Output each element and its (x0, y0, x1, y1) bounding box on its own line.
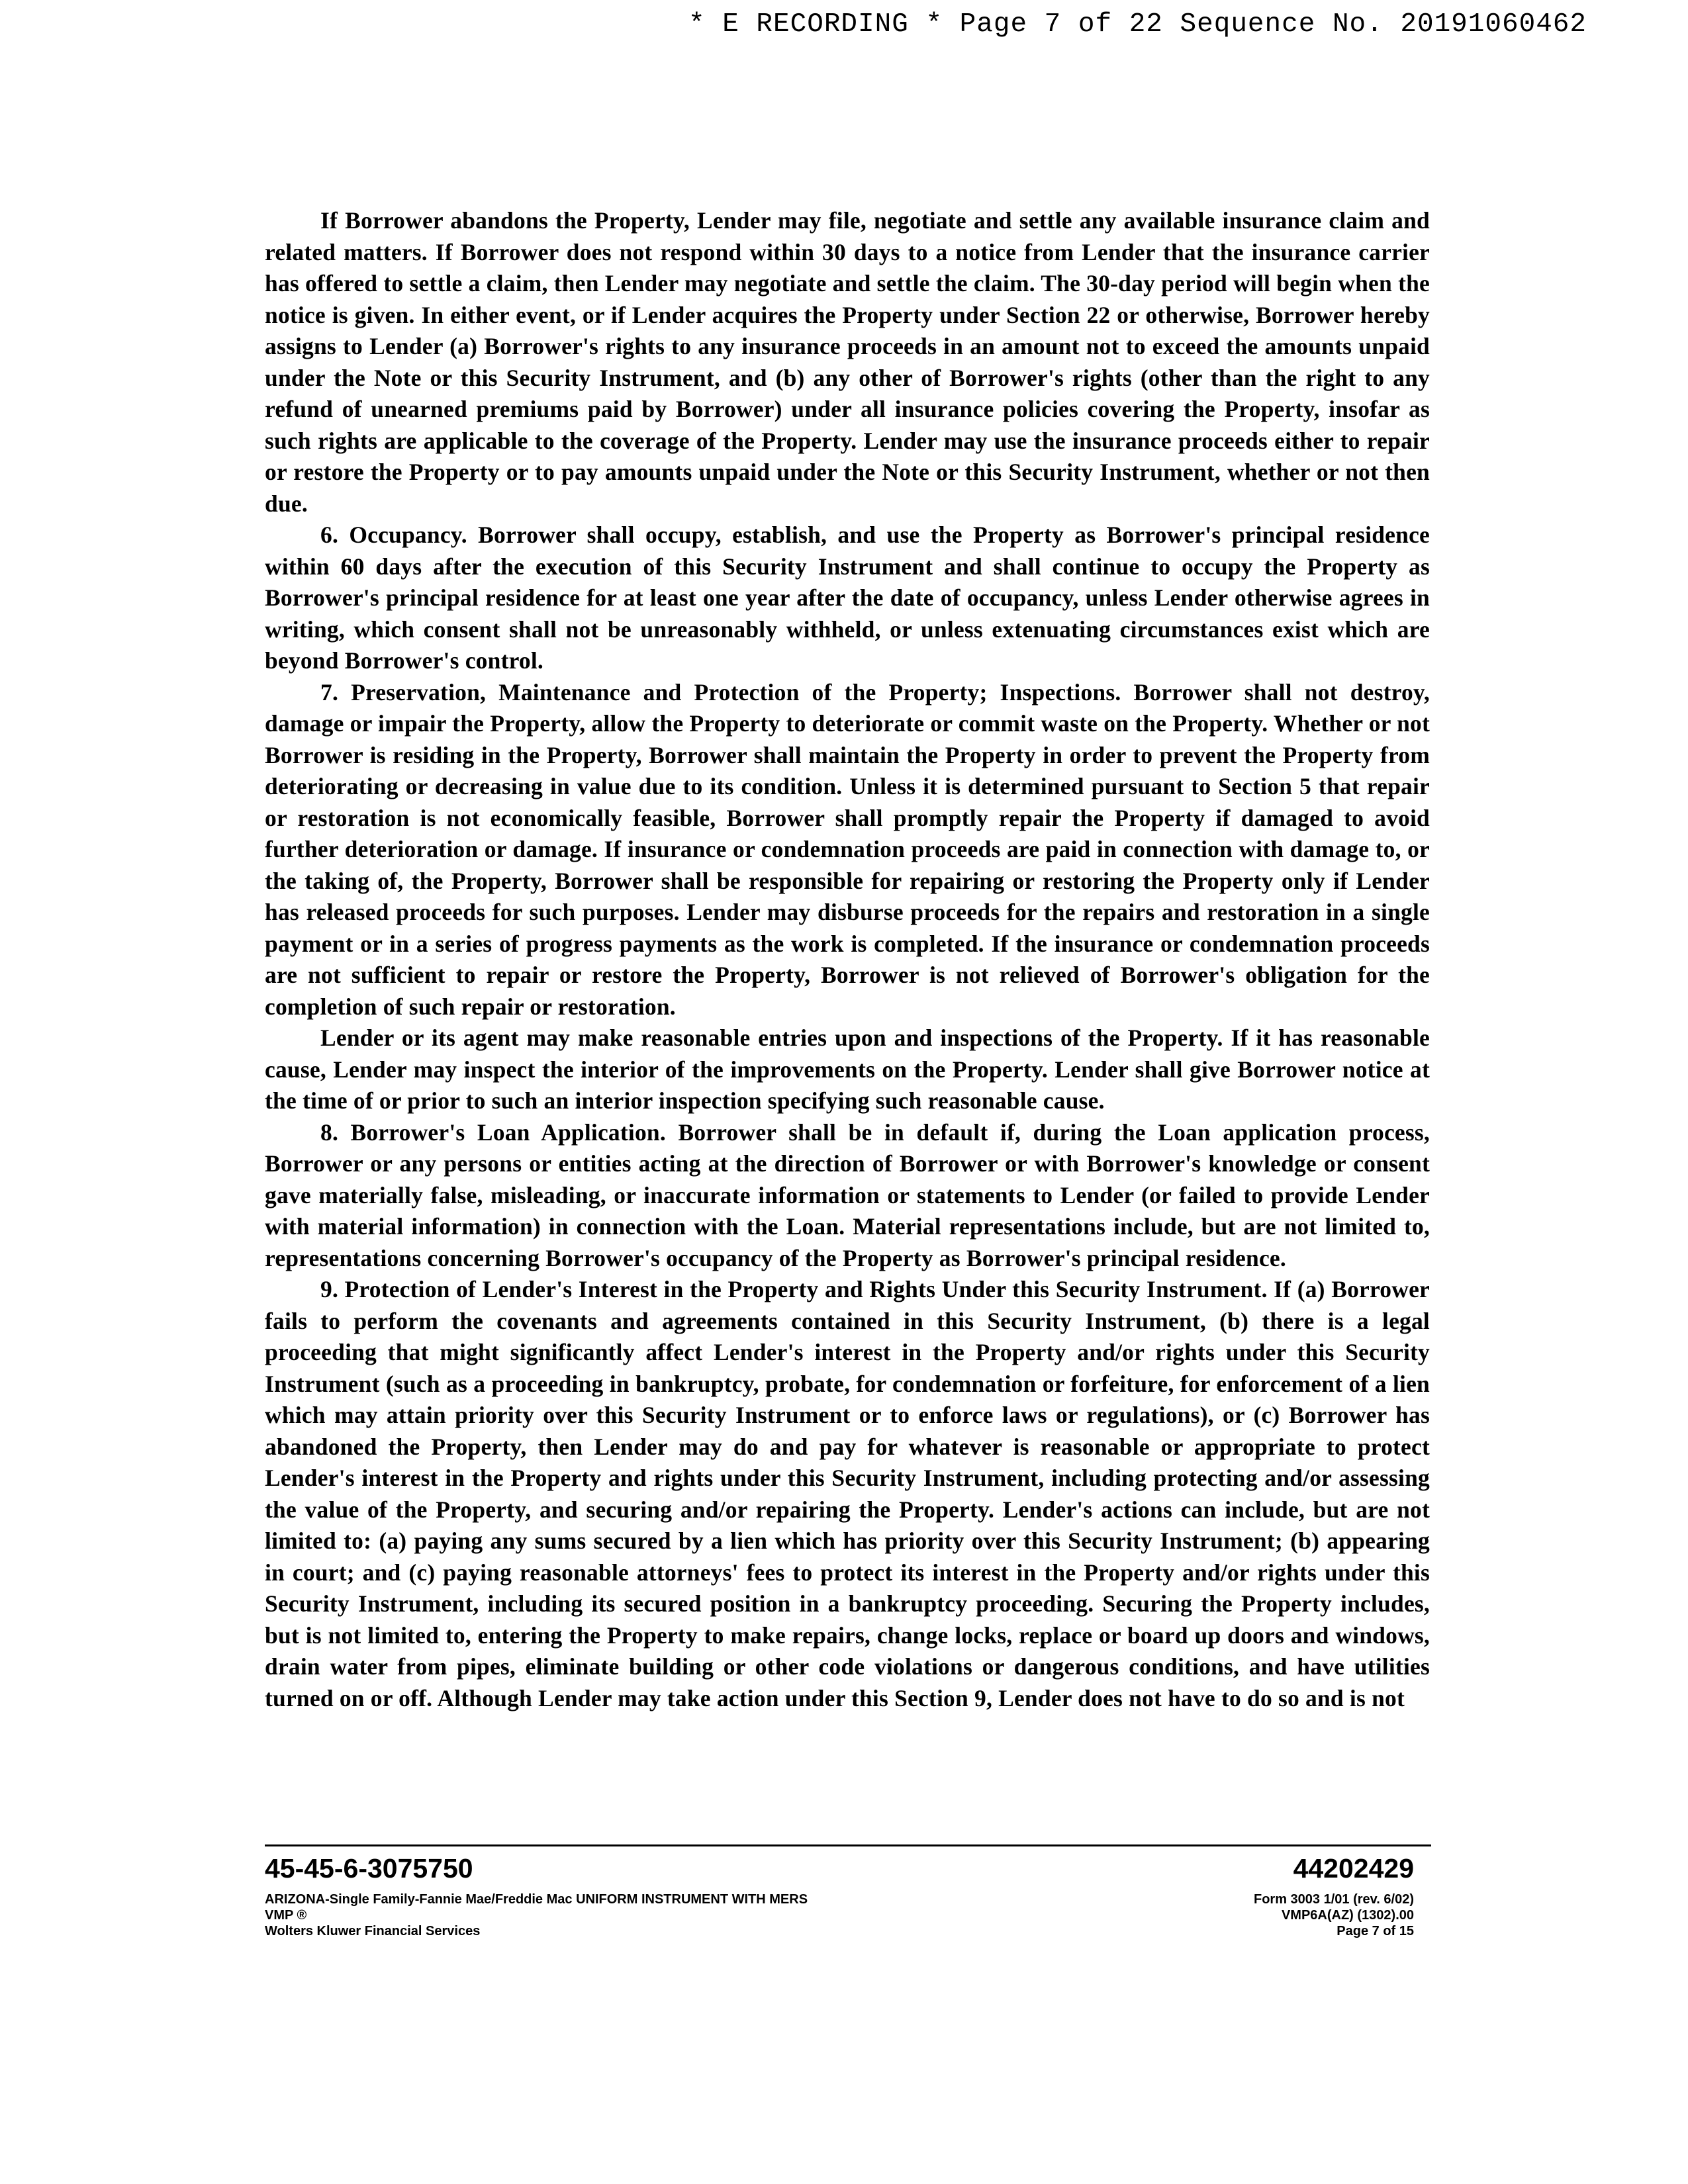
page-number: Page 7 of 15 (1336, 1924, 1414, 1938)
footer-divider (265, 1844, 1431, 1846)
form-title: ARIZONA-Single Family-Fannie Mae/Freddie Mac UNIFORM INSTRUMENT WITH MERS (265, 1892, 808, 1907)
paragraph-text: Borrower shall be in default if, during the Loan application process, Borrower or any persons or entities acting at the direction of Borrower or with Borrower's knowledge or consent gave materially false, misleading, or inaccurate information or statements to Lender (or failed to provide Lender with material information) in connection with the Loan. Material representations include, but are not limited to, representations concerning Borrower's occupancy of the Property as Borrower's principal residence. (265, 1118, 1430, 1271)
paragraph-title: 9. Protection of Lender's Interest in the Property and Rights Under this Security Instrument. (320, 1276, 1268, 1302)
form-info-right (1254, 1891, 1414, 1939)
paragraph (265, 1117, 1430, 1275)
paragraph-text: Lender or its agent may make reasonable entries upon and inspections of the Property. If it has reasonable cause, Lender may inspect the interior of the improvements on the Property. Lender shall give Borrower notice at the time of or prior to such an interior inspection specifying such reasonable cause. (265, 1024, 1430, 1114)
paragraph (265, 677, 1430, 1023)
paragraph (265, 205, 1430, 520)
document-body (265, 205, 1430, 1714)
form-publisher: Wolters Kluwer Financial Services (265, 1924, 481, 1938)
paragraph-title: 7. Preservation, Maintenance and Protection of the Property; Inspections. (320, 678, 1121, 705)
document-number: 44202429 (1293, 1853, 1414, 1884)
loan-number: 45-45-6-3075750 (265, 1853, 473, 1884)
form-number: Form 3003 1/01 (rev. 6/02) (1254, 1892, 1414, 1907)
paragraph-title: 6. Occupancy. (320, 522, 467, 548)
form-code: VMP6A(AZ) (1302).00 (1281, 1908, 1414, 1923)
paragraph (265, 1274, 1430, 1714)
paragraph-text: Borrower shall occupy, establish, and use the Property as Borrower's principal residence within 60 days after the execution of this Security Instrument and shall continue to occupy the Property as Borrower's principal residence for at least one year after the date of occupancy, unless Lender otherwise agrees in writing, which consent shall not be unreasonably withheld, or unless extenuating circumstances exist which are beyond Borrower's control. (265, 522, 1430, 674)
paragraph-text: Borrower shall not destroy, damage or impair the Property, allow the Property to deteriorate or commit waste on the Property. Whether or not Borrower is residing in the Property, Borrower shall maintain the Property in order to prevent the Property from deteriorating or decreasing in value due to its condition. Unless it is determined pursuant to Section 5 that repair or restoration is not economically feasible, Borrower shall promptly repair the Property if damaged to avoid further deterioration or damage. If insurance or condemnation proceeds are paid in connection with damage to, or the taking of, the Property, Borrower shall be responsible for repairing or restoring the Property only if Lender has released proceeds for such purposes. Lender may disburse proceeds for the repairs and restoration in a single payment or in a series of progress payments as the work is completed. If the insurance or condemnation proceeds are not sufficient to repair or restore the Property, Borrower is not relieved of Borrower's obligation for the completion of such repair or restoration. (265, 678, 1430, 1020)
form-info-left (265, 1891, 808, 1939)
form-vendor: VMP ® (265, 1908, 307, 1923)
paragraph-text: If Borrower abandons the Property, Lender may file, negotiate and settle any available insurance claim and related matters. If Borrower does not respond within 30 days to a notice from Lender that the insurance carrier has offered to settle a claim, then Lender may negotiate and settle the claim. The 30-day period will begin when the notice is given. In either event, or if Lender acquires the Property under Section 22 or otherwise, Borrower hereby assigns to Lender (a) Borrower's rights to any insurance proceeds in an amount not to exceed the amounts unpaid under the Note or this Security Instrument, and (b) any other of Borrower's rights (other than the right to any refund of unearned premiums paid by Borrower) under all insurance policies covering the Property, insofar as such rights are applicable to the coverage of the Property. Lender may use the insurance proceeds either to repair or restore the Property or to pay amounts unpaid under the Note or this Security Instrument, whether or not then due. (265, 207, 1430, 517)
paragraph-title: 8. Borrower's Loan Application. (320, 1118, 666, 1146)
paragraph (265, 1023, 1430, 1117)
paragraph (265, 520, 1430, 677)
paragraph-text: If (a) Borrower fails to perform the covenants and agreements contained in this Security Instrument, (b) there is a legal proceeding that might significantly affect Lender's interest in the Property and/or rights under this Security Instrument (such as a proceeding in bankruptcy, probate, for condemnation or forfeiture, for enforcement of a lien which may attain priority over this Security Instrument or to enforce laws or regulations), or (c) Borrower has abandoned the Property, then Lender may do and pay for whatever is reasonable or appropriate to protect Lender's interest in the Property and rights under this Security Instrument, including protecting and/or assessing the value of the Property, and securing and/or repairing the Property. Lender's actions can include, but are not limited to: (a) paying any sums secured by a lien which has priority over this Security Instrument; (b) appearing in court; and (c) paying reasonable attorneys' fees to protect its interest in the Property and/or rights under this Security Instrument, including its secured position in a bankruptcy proceeding. Securing the Property includes, but is not limited to, entering the Property to make repairs, change locks, replace or board up doors and windows, drain water from pipes, eliminate building or other code violations or dangerous conditions, and have utilities turned on or off. Although Lender may take action under this Section 9, Lender does not have to do so and is not (265, 1276, 1430, 1711)
recording-header: * E RECORDING * Page 7 of 22 Sequence No. 20191060462 (688, 9, 1587, 40)
